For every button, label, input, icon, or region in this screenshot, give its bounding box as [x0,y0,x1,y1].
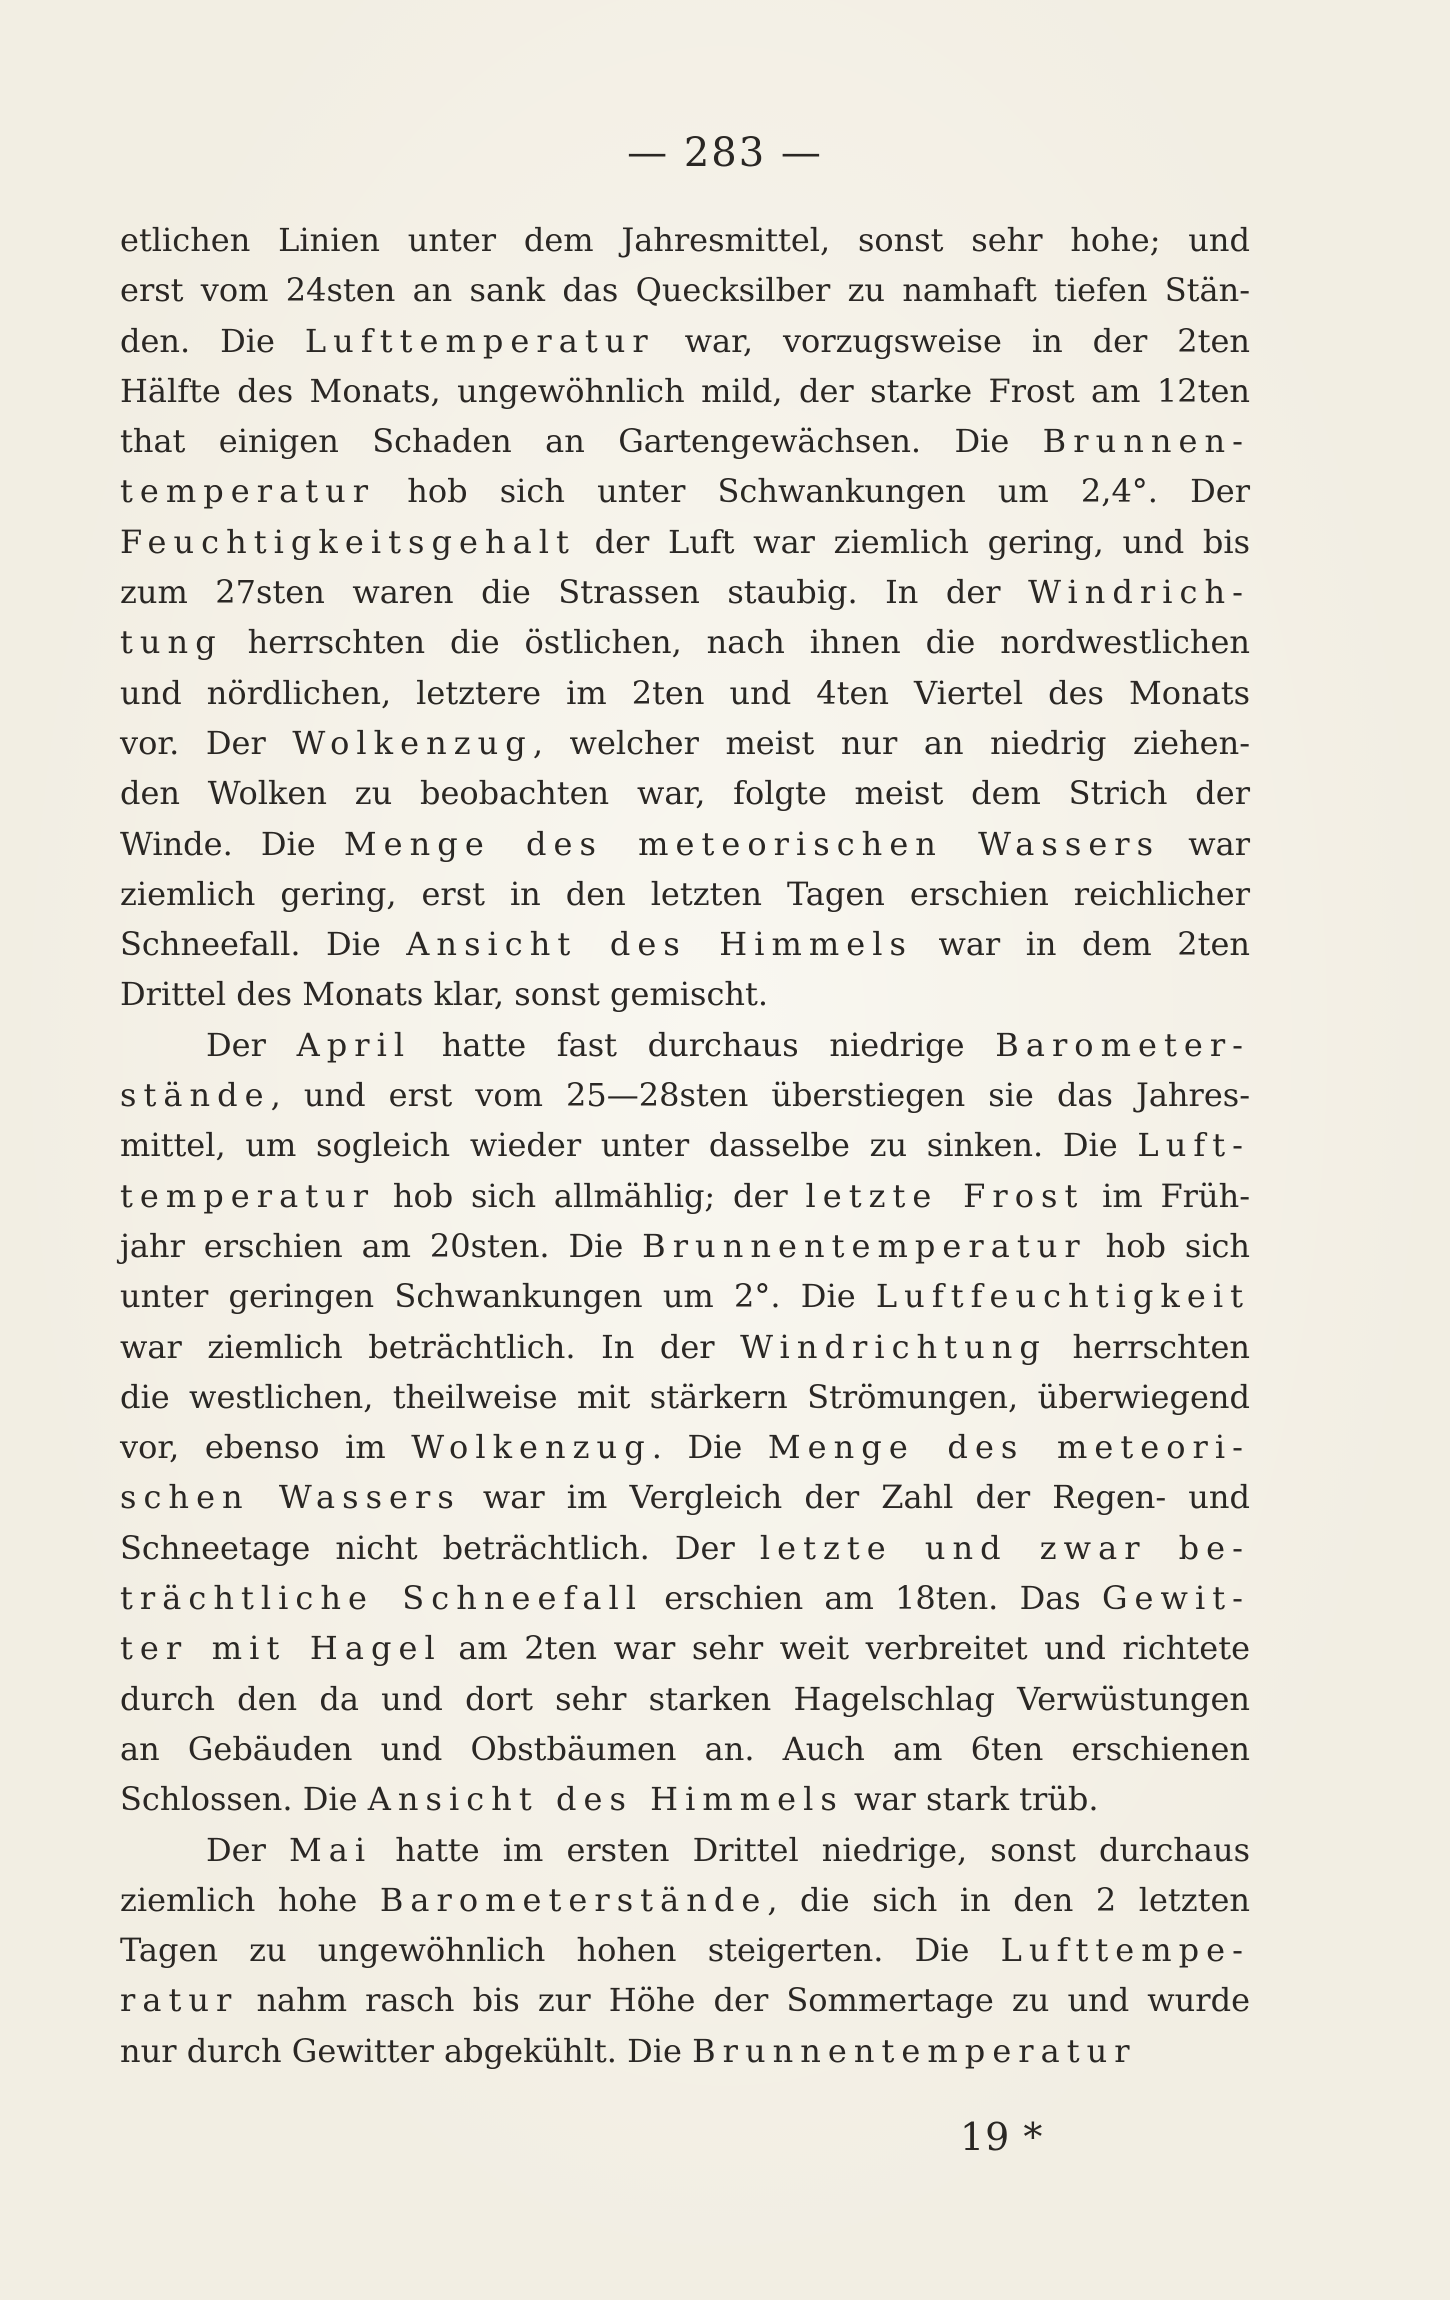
text-segment: Der [206,1025,297,1064]
text-line [120,718,1250,768]
spaced-term: temperatur [120,1176,376,1215]
text-segment: jahr erschien am 20sten. Die [120,1226,643,1265]
text-line [120,1825,1250,1875]
text-segment: Drittel des Monats klar, sonst gemischt. [120,975,768,1014]
text-segment: der Luft war ziemlich gering, und bis [575,522,1250,561]
text-segment: Hälfte des Monats, ungewöhnlich mild, der starke Frost am 12ten [120,371,1250,410]
text-segment: ziemlich hohe [120,1880,380,1919]
text-segment: vor. Der [120,723,293,762]
text-segment: etlichen Linien unter dem Jahresmittel, sonst sehr hohe; und [120,221,1250,259]
spaced-term: Menge des meteorischen Wassers [343,824,1161,863]
text-segment: hatte im ersten Drittel niedrige, sonst durchaus [372,1830,1251,1869]
text-line [120,265,1250,315]
text-line [120,466,1250,516]
text-segment: und nördlichen, letztere im 2ten und 4ten Viertel des Monats [120,673,1250,712]
text-segment: , die sich in den 2 letzten [767,1880,1250,1919]
text-segment: an Gebäuden und Obstbäumen an. Auch am 6ten erschienen [120,1729,1250,1768]
text-line [120,1271,1250,1321]
text-line [120,1674,1250,1724]
text-segment: den Wolken zu beobachten war, folgte meist dem Strich der [120,774,1250,813]
spaced-term: Windrich- [1028,573,1250,612]
text-line [120,416,1250,466]
text-segment: Der [206,1830,289,1869]
paragraph-p3 [120,1825,1250,2076]
spaced-term: schen Wassers [120,1478,461,1517]
spaced-term: Brunnentemperatur [692,2031,1137,2070]
text-segment: Winde. Die [120,824,344,863]
spaced-term: Wolkenzug [411,1428,652,1467]
text-segment: hob sich allmählig; der [375,1176,806,1215]
text-line [120,1020,1250,1070]
text-segment: hob sich [1086,1226,1251,1265]
spaced-term: Mai [289,1830,373,1869]
signature-mark: 19 * [960,2115,1044,2159]
spaced-term: stände [120,1076,271,1115]
text-segment: zum 27sten waren die Strassen staubig. In der [120,573,1029,612]
spaced-term: Barometer- [995,1025,1251,1064]
text-segment: herrschten [1046,1327,1251,1366]
spaced-term: Lufttempe- [1000,1931,1250,1970]
text-line [120,1120,1250,1170]
text-line [120,1523,1250,1573]
text-segment: , und erst vom 25—28sten überstiegen sie das Jahres- [270,1076,1250,1115]
text-line [120,1925,1250,1975]
spaced-term: Lufttemperatur [304,321,655,360]
paragraph-p1 [120,215,1250,1020]
text-line [120,819,1250,869]
text-line [120,1070,1250,1120]
text-line [120,1472,1250,1522]
spaced-term: Wolkenzug [292,723,533,762]
spaced-term: Luftfeuchtigkeit [875,1277,1250,1316]
text-line [120,215,1250,265]
spaced-term: Luft- [1137,1126,1250,1165]
spaced-term: Windrichtung [740,1327,1047,1366]
text-line [120,517,1250,567]
text-line [120,316,1250,366]
text-segment: am 2ten war sehr weit verbreitet und richtete [441,1629,1251,1668]
text-segment: Tagen zu ungewöhnlich hohen steigerten. Die [120,1931,1001,1970]
text-segment: Schneetage nicht beträchtlich. Der [120,1528,760,1567]
text-segment: that einigen Schaden an Gartengewächsen. Die [120,422,1043,461]
text-segment: war in dem 2ten [913,925,1251,964]
text-segment: erst vom 24sten an sank das Quecksilber zu namhaft tiefen Stän- [120,271,1250,310]
text-segment: war im Vergleich der Zahl der Regen- und [460,1478,1250,1517]
text-line [120,768,1250,818]
spaced-term: April [296,1025,412,1064]
text-line [120,1975,1250,2025]
text-line [120,919,1250,969]
text-segment: , welcher meist nur an niedrig ziehen- [532,723,1251,762]
text-line [120,1573,1250,1623]
spaced-term: ratur [120,1981,239,2020]
spaced-term: Brunnentemperatur [642,1226,1087,1265]
spaced-term: Feuchtigkeitsgehalt [120,522,576,561]
text-line [120,617,1250,667]
text-line [120,1724,1250,1774]
spaced-term: ter mit Hagel [120,1629,442,1668]
text-line [120,1372,1250,1422]
text-segment: nur durch Gewitter abgekühlt. Die [120,2031,693,2070]
text-line [120,969,1250,1019]
text-line [120,366,1250,416]
spaced-term: letzte Frost [805,1176,1085,1215]
spaced-term: letzte und zwar be- [759,1528,1251,1567]
spaced-term: Ansicht des Himmels [406,925,913,964]
spaced-term: Ansicht des Himmels [367,1780,844,1819]
text-segment: war stark trüb. [843,1780,1099,1819]
text-segment: war, vorzugsweise in der 2ten [654,321,1250,360]
text-line [120,1774,1250,1824]
text-segment: war ziemlich beträchtlich. In der [120,1327,741,1366]
text-segment: ziemlich gering, erst in den letzten Tagen erschien reichlicher [120,874,1250,913]
text-segment: erschien am 18ten. Das [643,1579,1102,1618]
paragraph-p2 [120,1020,1250,1825]
text-segment: im Früh- [1084,1176,1251,1215]
text-segment: unter geringen Schwankungen um 2°. Die [120,1277,876,1316]
text-segment: Schlossen. Die [120,1780,368,1819]
spaced-term: Gewit- [1101,1579,1250,1618]
text-line [120,1422,1250,1472]
text-segment: den. Die [120,321,305,360]
text-line [120,1171,1250,1221]
spaced-term: Brunnen- [1042,422,1250,461]
text-segment: nahm rasch bis zur Höhe der Sommertage zu und wurde [238,1981,1250,2020]
text-line [120,1322,1250,1372]
text-segment: vor, ebenso im [120,1428,412,1467]
text-segment: mittel, um sogleich wieder unter dasselbe zu sinken. Die [120,1126,1138,1165]
text-segment: . Die [651,1428,768,1467]
text-line [120,869,1250,919]
body-text [120,215,1250,2076]
text-segment: hob sich unter Schwankungen um 2,4°. Der [375,472,1250,511]
spaced-term: Barometerstände [379,1880,768,1919]
text-line [120,1623,1250,1673]
text-line [120,1221,1250,1271]
spaced-term: Menge des meteori- [767,1428,1250,1467]
text-segment: herrschten die östlichen, nach ihnen die nordwestlichen [222,623,1250,662]
text-line [120,567,1250,617]
text-line [120,1875,1250,1925]
text-segment: die westlichen, theilweise mit stärkern Strömungen, überwiegend [120,1377,1250,1416]
text-segment: durch den da und dort sehr starken Hagelschlag Verwüstungen [120,1679,1250,1718]
spaced-term: trächtliche Schneefall [120,1579,643,1618]
text-line [120,668,1250,718]
text-line [120,2026,1250,2076]
page-number-header: — 283 — [627,130,823,176]
spaced-term: tung [120,623,223,662]
text-segment: war [1160,824,1251,863]
text-segment: Schneefall. Die [120,925,407,964]
spaced-term: temperatur [120,472,376,511]
text-segment: hatte fast durchaus niedrige [411,1025,996,1064]
